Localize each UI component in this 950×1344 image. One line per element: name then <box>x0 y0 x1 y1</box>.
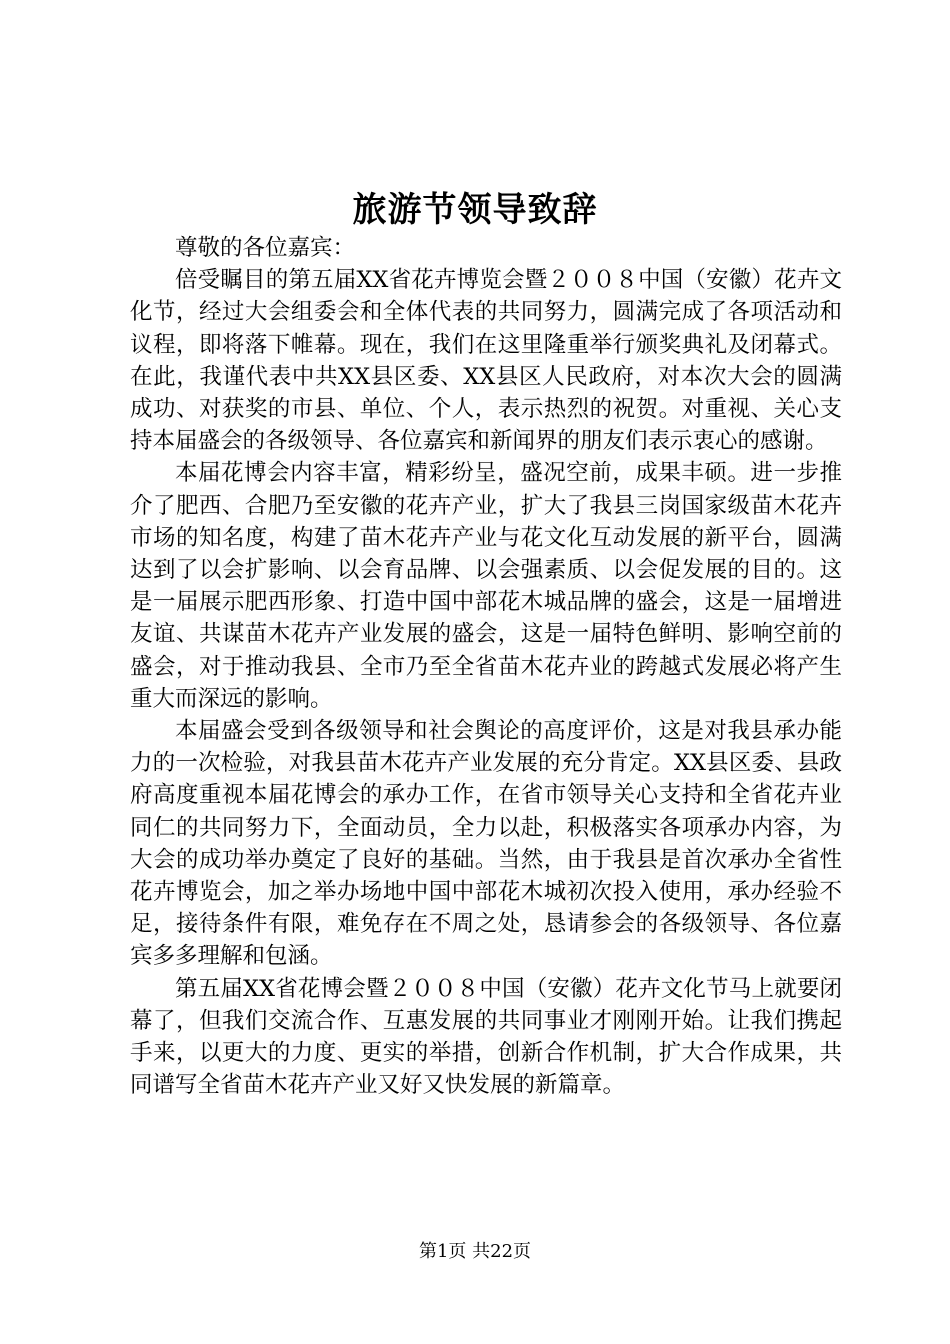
document-title: 旅游节领导致辞 <box>352 190 598 230</box>
paragraph: 本届盛会受到各级领导和社会舆论的高度评价，这是对我县承办能力的一次检验，对我县苗木花卉产业发展的充分肯定。XX县区委、县政府高度重视本届花博会的承办工作，在省市领导关心支持和全省花卉业同仁的共同努力下，全面动员，全力以赴，积极落实各项承办内容，为大会的成功举办奠定了良好的基础。当然，由于我县是首次承办全省性花卉博览会，加之举办场地中国中部花木城初次投入使用，承办经验不足，接待条件有限，难免存在不周之处，恳请参会的各级领导、各位嘉宾多多理解和包涵。 <box>130 718 842 970</box>
paragraph: 倍受瞩目的第五届XX省花卉博览会暨２００８中国（安徽）花卉文化节，经过大会组委会和全体代表的共同努力，圆满完成了各项活动和议程，即将落下帷幕。现在，我们在这里隆重举行颁奖典礼及闭幕式。在此，我谨代表中共XX县区委、XX县区人民政府，对本次大会的圆满成功、对获奖的市县、单位、个人，表示热烈的祝贺。对重视、关心支持本届盛会的各级领导、各位嘉宾和新闻界的朋友们表示衷心的感谢。 <box>130 267 842 455</box>
paragraph: 本届花博会内容丰富，精彩纷呈，盛况空前，成果丰硕。进一步推介了肥西、合肥乃至安徽的花卉产业，扩大了我县三岗国家级苗木花卉市场的知名度，构建了苗木花卉产业与花文化互动发展的新平台，圆满达到了以会扩影响、以会育品牌、以会强素质、以会促发展的目的。这是一届展示肥西形象、打造中国中部花木城品牌的盛会，这是一届增进友谊、共谋苗木花卉产业发展的盛会，这是一届特色鲜明、影响空前的盛会，对于推动我县、全市乃至全省苗木花卉业的跨越式发展必将产生重大而深远的影响。 <box>130 460 842 712</box>
page-number-footer: 第1页 共22页 <box>418 1241 532 1262</box>
document-body <box>130 232 842 1101</box>
salutation: 尊敬的各位嘉宾： <box>175 235 356 261</box>
paragraph: 第五届XX省花博会暨２００８中国（安徽）花卉文化节马上就要闭幕了，但我们交流合作、互惠发展的共同事业才刚刚开始。让我们携起手来，以更大的力度、更实的举措，创新合作机制，扩大合作成果，共同谱写全省苗木花卉产业又好又快发展的新篇章。 <box>130 975 842 1099</box>
